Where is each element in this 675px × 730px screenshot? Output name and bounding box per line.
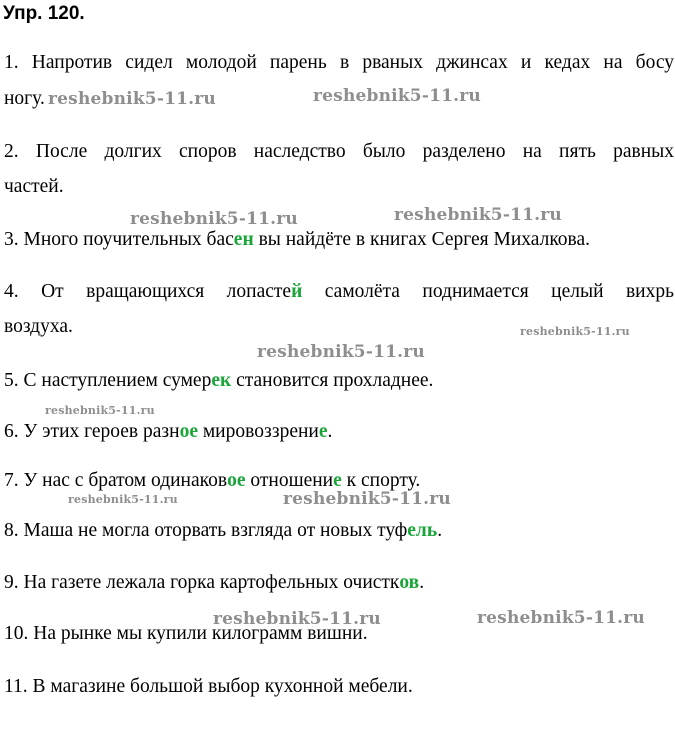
sentence-5: [4, 370, 433, 392]
watermark: reshebnik5-11.ru: [68, 493, 178, 506]
sentence-4-line-1: [4, 281, 674, 303]
sentence-9-text: 9. На газете лежала горка картофельных очистк: [4, 572, 400, 593]
watermark: reshebnik5-11.ru: [394, 205, 562, 225]
sentence-6-text-end: .: [327, 421, 333, 442]
sentence-6-text-mid: мировоззрени: [197, 421, 319, 442]
sentence-6-ending-2: е: [318, 421, 328, 442]
sentence-7-text: 7. У нас с братом одинаков: [4, 470, 228, 491]
sentence-6-text: 6. У этих героев разн: [4, 421, 180, 442]
sentence-9: [4, 572, 424, 594]
sentence-7-ending-2: е: [333, 470, 342, 491]
watermark: reshebnik5-11.ru: [48, 89, 216, 109]
watermark: reshebnik5-11.ru: [283, 489, 451, 509]
sentence-11: 11. В магазине большой выбор кухонной мебели.: [4, 676, 413, 697]
sentence-10: 10. На рынке мы купили килограмм вишни.: [4, 623, 368, 644]
watermark: reshebnik5-11.ru: [45, 404, 155, 417]
watermark: reshebnik5-11.ru: [257, 342, 425, 362]
sentence-8-text-end: .: [437, 520, 443, 541]
sentence-2-line-2: частей.: [4, 176, 64, 197]
sentence-3-text: 3. Много поучительных бас: [4, 229, 234, 250]
sentence-9-text-end: .: [419, 572, 425, 593]
exercise-title: Упр. 120.: [3, 3, 85, 24]
watermark: reshebnik5-11.ru: [213, 609, 381, 629]
sentence-7-text-end: к спорту.: [341, 470, 421, 491]
sentence-7-text-mid: отношени: [245, 470, 334, 491]
sentence-5-text-end: становится прохладнее.: [231, 370, 434, 391]
sentence-1-line-1: 1. Напротив сидел молодой парень в рваных джинсах и кедах на босу: [4, 52, 674, 73]
sentence-3: [4, 229, 590, 251]
sentence-2-line-1: 2. После долгих споров наследство было разделено на пять равных: [4, 141, 674, 162]
sentence-3-text-end: вы найдёте в книгах Сергея Михалкова.: [253, 229, 591, 250]
sentence-8-text: 8. Маша не могла оторвать взгляда от новых туф: [4, 520, 408, 541]
sentence-6-ending-1: ое: [179, 421, 198, 442]
sentence-7-ending-1: ое: [227, 470, 246, 491]
sentence-6: [4, 421, 332, 443]
sentence-5-ending: ек: [211, 370, 232, 391]
sentence-5-text: 5. С наступлением сумер: [4, 370, 212, 391]
sentence-4-ending: й: [291, 281, 303, 302]
sentence-8: [4, 520, 442, 542]
watermark: reshebnik5-11.ru: [313, 86, 481, 106]
sentence-1-line-2: ногу.: [4, 88, 45, 109]
sentence-4-line-2: воздуха.: [4, 316, 73, 337]
watermark: reshebnik5-11.ru: [477, 608, 645, 628]
sentence-4-text: 4. От вращающихся лопасте: [4, 281, 292, 302]
sentence-9-ending: ов: [399, 572, 420, 593]
sentence-3-ending: ен: [233, 229, 254, 250]
watermark: reshebnik5-11.ru: [520, 325, 630, 338]
watermark: reshebnik5-11.ru: [130, 209, 298, 229]
sentence-8-ending: ель: [407, 520, 438, 541]
sentence-4-text-end: самолёта поднимается целый вихрь: [302, 281, 674, 302]
